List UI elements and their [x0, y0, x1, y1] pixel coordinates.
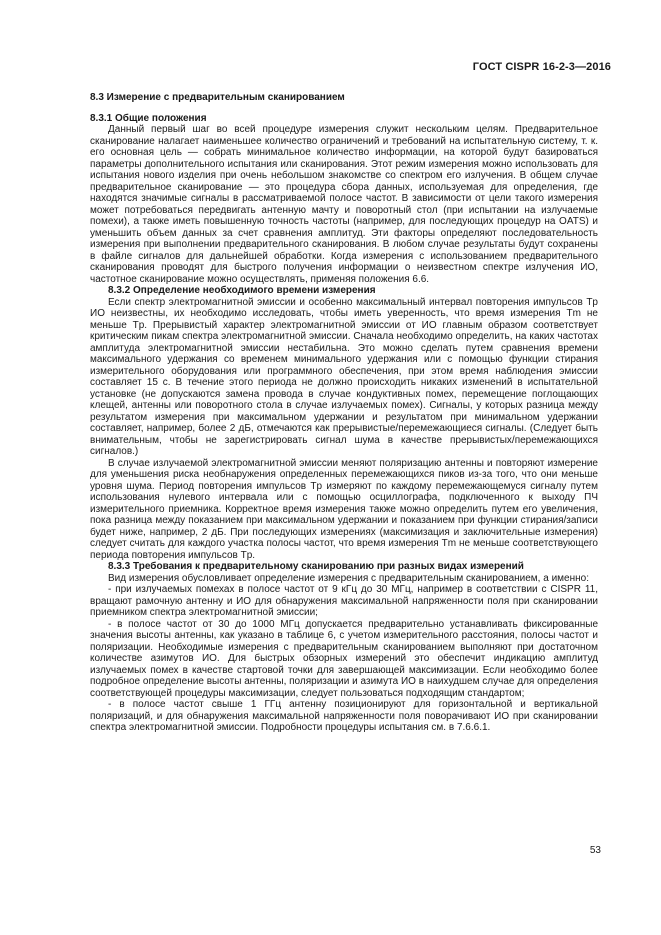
standard-header: ГОСТ CISPR 16-2-3—2016 [472, 61, 611, 73]
page-number: 53 [589, 845, 601, 856]
paragraph: Вид измерения обусловливает определение измерения с предварительным сканированием, а именно: [108, 572, 589, 584]
subsection-2-title: 8.3.2 Определение необходимого времени измерения [108, 285, 376, 296]
list-item: - в полосе частот от 30 до 1000 МГц допускается предварительно устанавливать фиксированные значения высоты антенны, как указано в таблице 6, с учетом измерительного расстояния, полосы частот и поляризации. Необходимые измерения с предварительным сканированием выполняют при достаточном количестве азимутов ИО. Для быстрых обзорных измерений это обеспечит индикацию амплитуд излучаемых помех в качестве стартовой точки для завершающей максимизации. Если необходимо более подробное определение высоты антенны, поляризации и азимута ИО в наихудшем случае для определения соответствующей процедуры максимизации, следует пользоваться подходящим стандартом; [90, 618, 598, 699]
paragraph: Данный первый шаг во всей процедуре измерения служит нескольким целям. Предварительное сканирование налагает наименьшее количество ограничений и требований на испытательную систему, т. к. его основная цель — собрать минимальное количество информации, на которой будут базироваться параметры дополнительного испытания или сканирования. Этот режим измерения можно использовать для испытания нового изделия при очень небольшом знакомстве со спектром его излучения. В общем случае предварительное сканирование — это процедура сбора данных, используемая для определения, где находятся значимые сигналы в рассматриваемой полосе частот. В зависимости от цели такого измерения может потребоваться передвигать антенную мачту и поворотный стол (при испытании на излучаемые помехи), а также иметь повышенную точность частоты (например, для последующих процедур на OATS) и уменьшить объем данных за счет сравнения амплитуд. Эти факторы определяют последовательность измерения при выполнении предварительного сканирования. В любом случае результаты будут сохранены в файле сигналов для дальнейшей обработки. Когда измерения с использованием предварительного сканирования проводят для быстрого получения информации о неизвестном спектре излучения ИО, частотное сканирование можно осуществлять, применяя положения 6.6. [90, 124, 598, 285]
paragraph: Если спектр электромагнитной эмиссии и особенно максимальный интервал повторения импульсов Tp ИО неизвестны, их необходимо исследовать, чтобы иметь уверенность, что время измерения Tm не меньше Tp. Прерывистый характер электромагнитной эмиссии от ИО главным образом соответствует критическим пикам спектра электромагнитной эмиссии. Сначала необходимо определить, на каких частотах амплитуда электромагнитной эмиссии нестабильна. Это можно сделать путем сравнения времени максимального удержания со временем минимального удержания или с помощью функции стирания измерительного оборудования или программного обеспечения, при этом время наблюдения эмиссии составляет 15 с. В течение этого периода не должно происходить никаких изменений в испытательной установке (не допускаются замена провода в случае кондуктивных помех, перемещение поглощающих клещей, антенны или поворотного стола в случае излучаемых помех). Сигналы, у которых разница между результатом измерения при максимальном удержании и результатом при минимальном удержании составляет, например, более 2 дБ, отмечаются как прерывистые/перемежающиеся сигналы. (Следует быть внимательным, чтобы не зарегистрировать сигнал шума в качестве прерывистых/перемежающихся сигналов.) [90, 296, 598, 457]
subsection-1-title: 8.3.1 Общие положения [90, 112, 207, 124]
section-title: 8.3 Измерение с предварительным сканированием [90, 92, 345, 103]
list-item: - в полосе частот свыше 1 ГГц антенну позиционируют для горизонтальной и вертикальной поляризаций, и для обнаружения максимальной напряженности поля поворачивают ИО при сканировании спектра электромагнитной эмиссии. Подробности процедуры испытания см. в 7.6.6.1. [90, 699, 598, 733]
paragraph: В случае излучаемой электромагнитной эмиссии меняют поляризацию антенны и повторяют измерение для уменьшения риска необнаружения определенных перемежающихся пиков из-за того, что они меньше уровня шума. Период повторения импульсов Tp измеряют по каждому перемежающемуся сигналу путем использования нулевого интервала или с помощью осциллографа, подключенного к выходу ПЧ измерительного приемника. Корректное время измерения также можно определить путем его увеличения, пока разница между показанием при максимальном удержании и показанием при функции стирания/записи будет ниже, например, 2 дБ. При последующих измерениях (максимизация и заключительные измерения) следует считать для каждого участка полосы частот, что время измерения Tm не меньше соответствующего периода повторения импульсов Tp. [90, 457, 598, 561]
subsection-3-title: 8.3.3 Требования к предварительному сканированию при разных видах измерений [108, 561, 524, 572]
document-body [90, 92, 598, 734]
list-item: - при излучаемых помехах в полосе частот от 9 кГц до 30 МГц, например в соответствии с CISPR 11, вращают рамочную антенну и ИО для обнаружения максимальной напряженности поля при сканировании приемником спектра электромагнитной эмиссии; [90, 584, 598, 618]
